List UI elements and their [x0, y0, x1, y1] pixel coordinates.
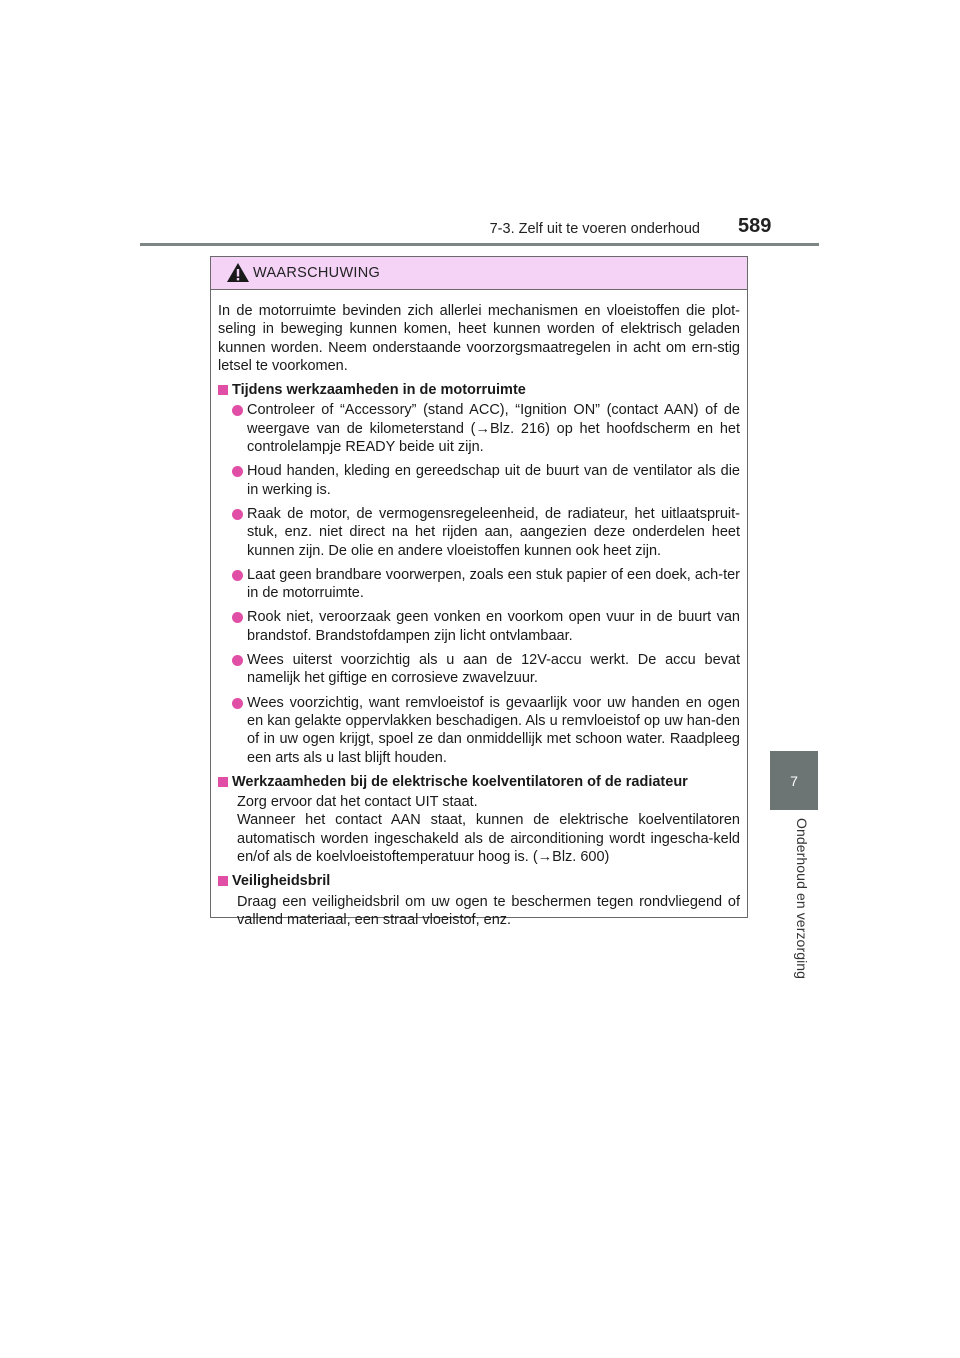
bullet-item: [218, 608, 740, 645]
round-bullet-icon: [232, 612, 243, 623]
square-bullet-icon: [218, 777, 228, 787]
section-heading: [218, 381, 740, 399]
bullet-item: [218, 401, 740, 456]
round-bullet-icon: [232, 405, 243, 416]
bullet-item: [218, 566, 740, 603]
bullet-item: [218, 694, 740, 767]
bullet-item: [218, 462, 740, 499]
round-bullet-icon: [232, 570, 243, 581]
square-bullet-icon: [218, 385, 228, 395]
section-line: Zorg ervoor dat het contact UIT staat.: [237, 794, 478, 811]
warning-box: [210, 256, 748, 928]
section-heading-text: Veiligheidsbril: [232, 873, 331, 890]
warning-header: [211, 257, 747, 290]
warning-title: WAARSCHUWING: [253, 265, 381, 281]
bullet-text: Houd handen, kleding en gereedschap uit de buurt van de ventilator als die in werking is.: [247, 463, 740, 498]
warning-body: [211, 290, 747, 929]
bullet-item: [218, 505, 740, 560]
section-heading: [218, 872, 740, 890]
section-text: [218, 793, 740, 866]
chapter-tab: 7: [770, 751, 818, 810]
round-bullet-icon: [232, 466, 243, 477]
section-heading-text: Werkzaamheden bij de elektrische koelventilatoren of de radiateur: [232, 773, 688, 790]
section-heading-text: Tijdens werkzaamheden in de motorruimte: [232, 382, 526, 399]
page-number: 589: [738, 215, 772, 237]
bullet-text: Raak de motor, de vermogensregeleenheid, de radiateur, het uitlaatspruit-stuk, enz. niet direct na het rijden aan, aangezien deze onderdelen heet kunnen zijn. De olie en andere vloeistoffen kunnen ook heet zijn.: [247, 505, 740, 559]
round-bullet-icon: [232, 655, 243, 666]
section-text: [218, 893, 740, 930]
bullet-text: Wees voorzichtig, want remvloeistof is gevaarlijk voor uw handen en ogen en kan gelakte oppervlakken beschadigen. Als u remvloeistof op uw han-den of in uw ogen krijgt, spoel ze dan onmiddellijk met schoon water. Raadpleeg een arts als u last blijft houden.: [247, 694, 740, 766]
header-divider: [140, 243, 819, 246]
bullet-text: Controleer of “Accessory” (stand ACC), “Ignition ON” (contact AAN) of de weergave van de kilometerstand (→Blz. 216) op het hoofdscherm en het controlelampje READY beide uit zijn.: [247, 402, 740, 456]
bullet-text: Wees uiterst voorzichtig als u aan de 12V-accu werkt. De accu bevat namelijk het giftige en corrosieve zwavelzuur.: [247, 652, 740, 687]
chapter-title: Onderhoud en verzorging: [794, 818, 810, 980]
warning-intro: In de motorruimte bevinden zich allerlei mechanismen en vloeistoffen die plot-seling in beweging kunnen komen, heet kunnen worden of elektrisch geladen kunnen worden. Neem onderstaande voorzorgsmaatregelen in acht om ern-stig letsel te voorkomen.: [218, 303, 740, 374]
section-heading: [218, 773, 740, 791]
warning-triangle-icon: [226, 262, 250, 283]
section-line: Wanneer het contact AAN staat, kunnen de elektrische koelventilatoren automatisch worden ingeschakeld als de airconditioning wordt ingescha-keld en/of als de koelvloeistoftemperatuur hoog is. (→Blz. 600): [237, 812, 740, 866]
round-bullet-icon: [232, 509, 243, 520]
bullet-text: Laat geen brandbare voorwerpen, zoals een stuk papier of een doek, ach-ter in de motorruimte.: [247, 566, 740, 602]
section-line: Draag een veiligheidsbril om uw ogen te beschermen tegen rondvliegend of vallend materiaal, een straal vloeistof, enz.: [237, 893, 740, 928]
section-title: 7-3. Zelf uit te voeren onderhoud: [489, 221, 700, 237]
round-bullet-icon: [232, 698, 243, 709]
square-bullet-icon: [218, 876, 228, 886]
bullet-text: Rook niet, veroorzaak geen vonken en voorkom open vuur in de buurt van brandstof. Brandstofdampen zijn licht ontvlambaar.: [247, 609, 740, 644]
bullet-item: [218, 651, 740, 688]
